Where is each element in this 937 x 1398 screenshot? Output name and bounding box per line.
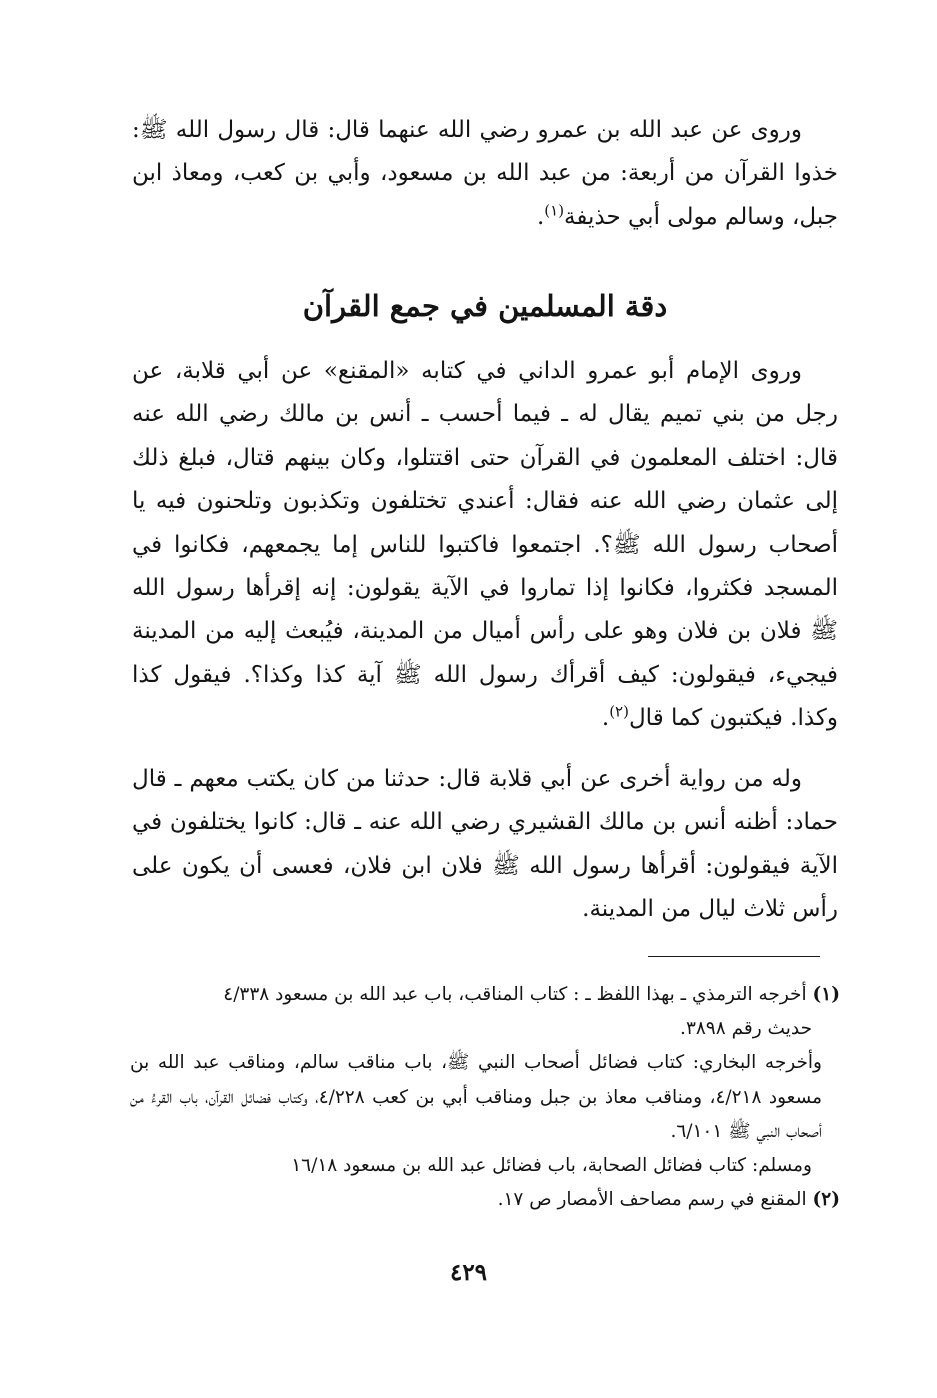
paragraph-2 [132, 350, 838, 741]
paragraph-3 [132, 758, 838, 932]
footnotes-block [130, 978, 840, 1217]
page-number: ٤٢٩ [449, 1259, 488, 1286]
footnote-1-number: (١) [812, 984, 840, 1005]
footnote-2 [130, 1183, 840, 1217]
paragraph-3-text: وله من رواية أخرى عن أبي قلابة قال: حدثنا من كان يكتب معهم ـ قال حماد: أظنه أنس بن مالك القشيري رضي الله عنه ـ قال: كانوا يختلفون في الآية فيقولون: أقرأها رسول الله ﷺ فلان ابن فلان، فعسى أن يكون على رأس ثلاث ليال من المدينة. [132, 766, 838, 923]
paragraph-2-text: وروى الإمام أبو عمرو الداني في كتابه «المقنع» عن أبي قلابة، عن رجل من بني تميم يقال له ـ فيما أحسب ـ أنس بن مالك رضي الله عنه قال: اختلف المعلمون في القرآن حتى اقتتلوا، وكان بينهم قتال، فبلغ ذلك إلى عثمان رضي الله عنه فقال: أعندي تختلفون وتكذبون وتلحنون فيه يا أصحاب رسول الله ﷺ؟. اجتمعوا فاكتبوا للناس إما يجمعهم، فكانوا في المسجد فكثروا، فكانوا إذا تماروا في الآية يقولون: إنه إقرأها رسول الله ﷺ فلان بن فلان وهو على رأس أميال من المدينة، فيُبعث إليه من المدينة فيجيء، فيقولون: كيف أقرأك رسول الله ﷺ آية كذا وكذا؟. فيقول كذا وكذا. فيكتبون كما قال [132, 358, 838, 732]
footnote-1-muslim: ومسلم: كتاب فضائل الصحابة، باب فضائل عبد الله بن مسعود ١٦/١٨ [291, 1155, 812, 1177]
footnote-1 [130, 978, 840, 1012]
footnote-1-line-2: حديث رقم ٣٨٩٨. [680, 1018, 812, 1040]
paragraph-1-text: وروى عن عبد الله بن عمرو رضي الله عنهما قال: قال رسول الله ﷺ: خذوا القرآن من أربعة: من عبد الله بن مسعود، وأبي بن كعب، ومعاذ ابن جبل، وسالم مولى أبي حذيفة [132, 117, 838, 230]
footnote-1-bukhari: وأخرجه البخاري: كتاب فضائل أصحاب النبي ﷺ، باب مناقب سالم، ومناقب عبد الله بن مسعود ٤/٢١٨، ومناقب معاذ بن جبل ومناقب أبي بن كعب ٤/٢٢٨، وكتاب فضائل القرآن، باب القرءُ من أصحاب النبي ﷺ ٦/١٠١. [130, 1052, 822, 1142]
paragraph-2-end: . [601, 705, 610, 732]
paragraph-1-end: . [536, 203, 545, 230]
footnote-1-line-1: أخرجه الترمذي ـ بهذا اللفظ ـ : كتاب المناقب، باب عبد الله بن مسعود ٤/٣٣٨ [223, 984, 807, 1005]
footnote-ref-1: (١) [544, 201, 565, 220]
footnote-divider [648, 956, 820, 957]
footnote-ref-2: (٢) [609, 702, 629, 721]
footnote-2-number: (٢) [812, 1189, 840, 1211]
section-heading: دقة المسلمين في جمع القرآن [302, 289, 668, 323]
paragraph-1 [132, 109, 838, 239]
footnote-2-text: المقنع في رسم مصاحف الأمصار ص ١٧. [497, 1189, 807, 1211]
